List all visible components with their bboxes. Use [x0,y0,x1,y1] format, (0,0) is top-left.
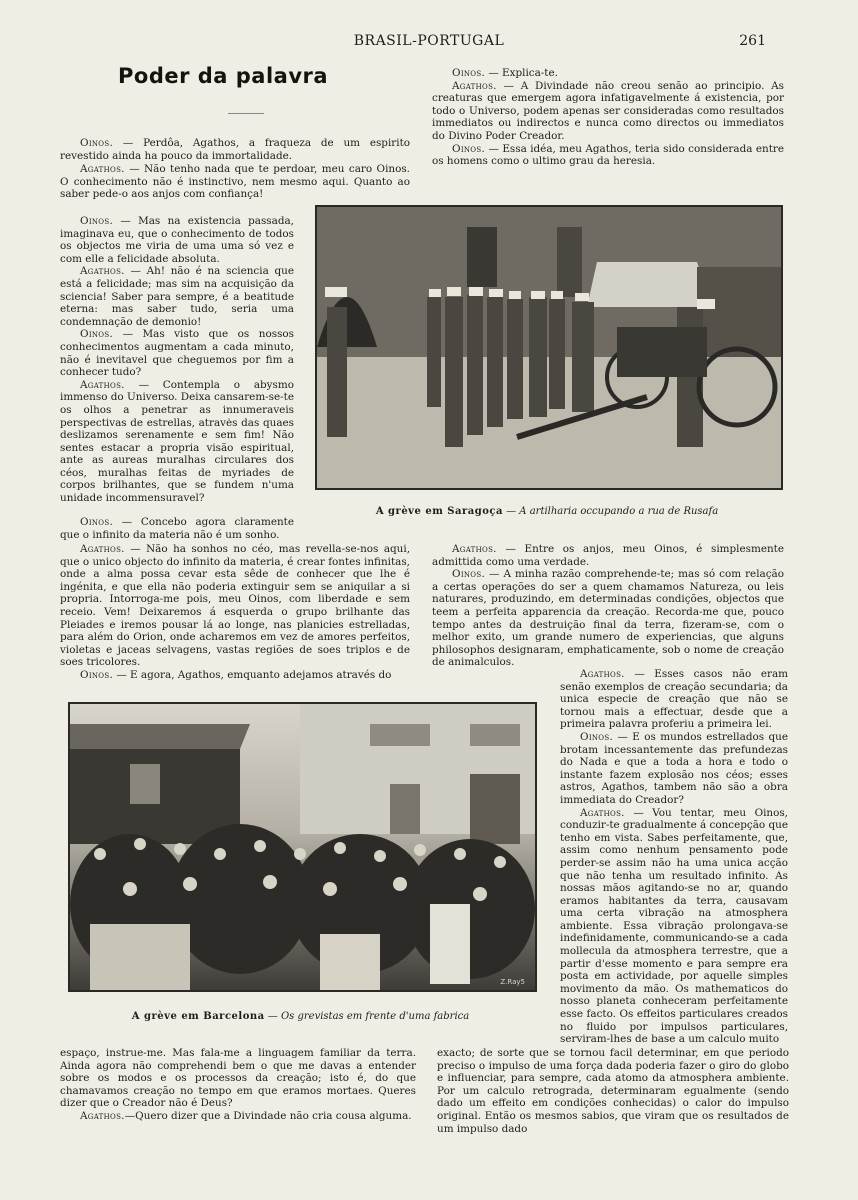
caption-lead: A grève em Barcelona [131,1011,265,1022]
left-column-top [60,137,410,162]
paragraph [60,1047,416,1110]
photo-saragoca [315,205,783,490]
left-column-narrow-a [60,163,410,201]
paragraph [60,543,410,669]
paragraph-text: — A Divindade não creou senão ao principio. As creaturas que emergem agora infatigavelmente á existencia, por todo o Universo, podem apenas ser consideradas como resultados immediatos ou indirectos e nunca como directos ou immediatos do Divino Poder Creador. [432,79,784,142]
speaker: Agathos. [80,163,125,175]
paragraph-text: — Essa idéa, meu Agathos, teria sido considerada entre os homens como o ultimo grau da heresia. [432,142,784,168]
speaker: Oinos. [80,328,114,341]
speaker: Agathos. [580,668,625,680]
caption-rest: — A artilharia occupando a rua de Rusafa [502,506,719,517]
speaker: Oinos. [80,215,114,227]
title-rule [228,113,264,114]
speaker: Oinos. [580,730,614,743]
paragraph-text: —Quero dizer que a Divindade não cria cousa alguma. [124,1109,412,1122]
article-title: Poder da palavra [118,64,329,88]
bottom-left-column [60,1047,416,1123]
paragraph [60,669,410,682]
paragraph-text: — Explica-te. [485,67,558,79]
paragraph [432,543,784,568]
caption-saragoca [315,506,779,517]
paragraph [60,137,410,162]
photo-barcelona-image [70,704,535,990]
journal-title: BRASIL-PORTUGAL [353,33,505,49]
speaker: Oinos. [80,516,114,528]
paragraph-text: — Entre os anjos, meu Oinos, é simplesmente admittida como uma verdade. [432,543,784,568]
speaker: Oinos. [452,568,486,581]
page-number: 261 [739,33,766,49]
paragraph-text: — Vou tentar, meu Oinos, conduzir-te gradualmente á concepção que tenho em vista. Sabes perfeitamente, que, assim como nenhum pensamento pode perder-se assim não ha uma unica acção que não tenha um resultado infinito. As nossas mãos agitando-se no ar, quando eramos habitantes da terra, causavam uma certa vibração na atmosphera ambiente. Essa vibração prolongava-se indefinidamente, communicando-se a cada mollecula da atmosphera terrestre, que a partir d'esse momento e para sempre era posta em actividade, por aquelle simples movimento da mão. Os mathematicos do nosso planeta conheceram perfeitamente esse facto. Os effeitos particulares creados no fluido por impulsos particulares, serviram-lhes de base a um calculo muito [560,806,788,1046]
right-column-mid [432,543,784,669]
photo-saragoca-image [317,207,781,488]
paragraph-text: — Não ha sonhos no céo, mas revella-se-nos aqui, que o unico objecto do infinito da materia, é crear fontes infinitas, onde a alma possa cevar esta sêde de conhecer que lhe é ingénita, e que ella não poderia extinguir sem se aniquilar a si propria. Intorroga-me pois, meu Oinos, com liberdade e sem receio. Vem! Deixaremos á esquerda o grupo brilhante das Pleiades e iremos pousar lá ao longe, nas planicies estrelladas, para além do Orion, onde acharemos em vez de amores perfeitos, violetas e jaceas selvagens, vastas regiões de soes triplos e de soes tricolores. [60,543,410,669]
paragraph [60,516,294,541]
right-column-narrow [560,668,788,1046]
left-column-lower [60,543,410,682]
speaker: Agathos. [452,543,497,555]
paragraph [432,67,784,80]
paragraph [60,163,410,201]
speaker: Agathos. [580,806,625,819]
running-header [0,33,858,53]
speaker: Oinos. [452,67,486,79]
speaker: Oinos. [452,142,486,155]
speaker: Agathos. [80,1109,125,1122]
left-column-narrow [60,215,294,505]
speaker: Oinos. [80,668,114,681]
paragraph [560,807,788,1046]
speaker: Oinos. [80,137,114,149]
paragraph-text: — Mas visto que os nossos conhecimentos augmentam a cada minuto, não é inevitavel que cheguemos por fim a conhecer tudo? [60,328,294,379]
speaker: Agathos. [80,378,125,391]
paragraph-text: — Contempla o abysmo immenso do Universo. Deixa cansarem-se-te os olhos a penetrar as innumeraveis perspectivas de estrellas, atravės das quaes deslizamos serenamente e sem fim! Não sentes estacar a propria visão espiritual, ante as aureas muralhas circulares dos céos, muralhas feitas de myriades de corpos brilhantes, que se fundem n'uma unidade incommensuravel? [60,378,294,505]
paragraph [432,80,784,143]
paragraph-text: exacto; de sorte que se tornou facil determinar, em que periodo preciso o impulso de uma força dada poderia fazer o giro do globo e influenciar, para sempre, cada atomo da atmosphera ambiente. Por um calculo retrograda, determinaram egualmente (sendo dado um effeito em condições conhecidas) o calor do impulso original. Então os mesmos sabios, que viram que os resultados de um impulso dado [437,1047,789,1135]
left-column-bridge [60,516,294,541]
paragraph-text: — Concebo agora claramente que o infinito da materia não é um sonho. [60,516,294,541]
photo-barcelona [68,702,537,992]
paragraph-text: — Ah! não é na sciencia que está a felicidade; mas sim na acquisição da sciencia! Saber para sempre, é a beatitude eterna: mas saber tudo, seria uma condemnação de demonio! [60,265,294,328]
paragraph [432,143,784,168]
paragraph [60,328,294,378]
paragraph-text: — Mas na existencia passada, imaginava eu, que o conhecimento de todos os objectos me viria de uma uma só vez e com elle a felicidade absoluta. [60,215,294,265]
right-column-top [432,67,784,168]
paragraph-text: — E agora, Agathos, emquanto adejamos através do [113,668,392,681]
paragraph [60,1110,416,1123]
paragraph-text: espaço, instrue-me. Mas fala-me a linguagem familiar da terra. Ainda agora não comprehendi bem o que me davas a entender sobre os modos e os processos da creação; isto é, do que chamavamos creação no tempo em que eramos mortaes. Queres dizer que o Creador não é Deus? [60,1047,416,1110]
paragraph-text: — Não tenho nada que te perdoar, meu caro Oinos. O conhecimento não é instinctivo, nem mesmo aqui. Quanto ao saber pede-o aos anjos com confiança! [60,163,410,201]
paragraph [560,731,788,807]
speaker: Agathos. [80,265,125,278]
caption-lead: A grève em Saragoça [375,506,503,517]
paragraph-text: — E os mundos estrellados que brotam incessantemente das prefundezas do Nada e que a toda a hora e todo o instante fazem explosão nos céos; esses astros, Agathos, tambem não são a obra immediata do Creador? [560,730,788,806]
paragraph-text: — A minha razão comprehende-te; mas só com relação a certas operações do ser a quem chamamos Natureza, ou leis naturares, produzindo, em determinadas condições, objectos que teem a perfeita apparencia da creação. Recorda-me que, pouco tempo antes da destruição final da terra, fizeram-se, com o melhor exito, um grande numero de experiencias, que alguns philosophos designaram, emphaticamente, sob o nome de creação de animalculos. [432,568,784,669]
photo-signature: Z.Ray5 [500,978,525,986]
paragraph [437,1047,789,1135]
paragraph [60,265,294,328]
speaker: Agathos. [80,543,125,555]
bottom-right-column [437,1047,789,1135]
caption-barcelona [68,1011,533,1022]
paragraph [560,668,788,731]
speaker: Agathos. [452,79,497,92]
paragraph [60,215,294,265]
caption-rest: — Os grevistas em frente d'uma fabrica [264,1011,470,1022]
paragraph [432,568,784,669]
paragraph-text: — Esses casos não eram senão exemplos de creação secundaria; da unica especie de creação que não se tornou mais a effectuar, desde que a primeira palavra proferiu a primeira lei. [560,668,788,731]
paragraph [60,379,294,505]
paragraph-text: — Perdôa, Agathos, a fraqueza de um espirito revestido ainda ha pouco da immortalidade. [60,137,410,162]
